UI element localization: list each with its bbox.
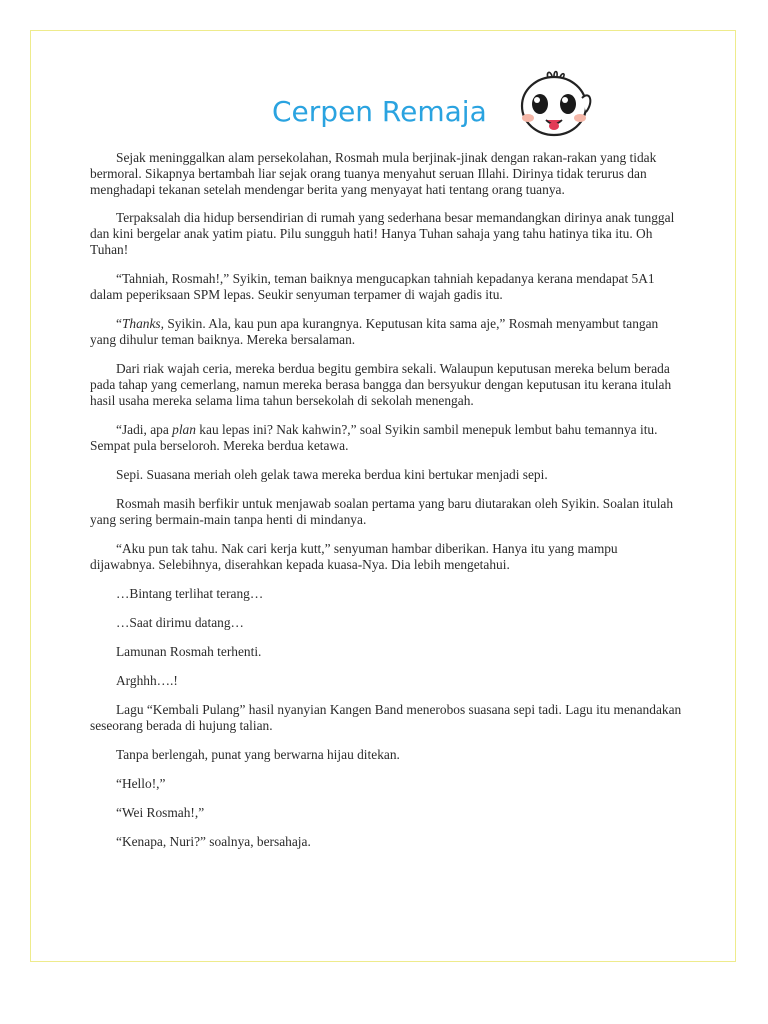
paragraph: Sepi. Suasana meriah oleh gelak tawa mereka berdua kini bertukar menjadi sepi.	[116, 467, 548, 482]
paragraph	[90, 422, 682, 454]
paragraph: Arghhh….!	[116, 673, 178, 688]
paragraph: “Kenapa, Nuri?” soalnya, bersahaja.	[116, 834, 311, 849]
paragraph: Terpaksalah dia hidup bersendirian di rumah yang sederhana besar memandangkan dirinya anak tunggal dan kini bergelar anak yatim piatu. Pilu sungguh hati! Hanya Tuhan sahaja yang tahu hatinya tika itu. Oh Tuhan!	[90, 210, 675, 257]
paragraph-text: kau lepas ini? Nak kahwin?,” soal Syikin sambil menepuk lembut bahu temannya itu. Sempat pula berseloroh. Mereka berdua ketawa.	[90, 422, 658, 453]
paragraph-prefix: “	[116, 316, 122, 331]
italic-word: Thanks,	[121, 316, 164, 331]
paragraph: …Saat dirimu datang…	[116, 615, 244, 630]
italic-word: plan	[172, 422, 196, 437]
paragraph: Rosmah masih berfikir untuk menjawab soalan pertama yang baru diutarakan oleh Syikin. Soalan itulah yang sering bermain-main tanpa henti di mindanya.	[90, 496, 674, 527]
title-row	[0, 68, 768, 158]
paragraph: “Aku pun tak tahu. Nak cari kerja kutt,” senyuman hambar diberikan. Hanya itu yang mampu dijawabnya. Selebihnya, diserahkan kepada kuasa-Nya. Dia lebih mengetahui.	[90, 541, 618, 572]
paragraph: “Wei Rosmah!,”	[116, 805, 205, 820]
paragraph-prefix: “Jadi, apa	[116, 422, 173, 437]
paragraph: “Hello!,”	[116, 776, 166, 791]
paragraph: Dari riak wajah ceria, mereka berdua begitu gembira sekali. Walaupun keputusan mereka belum berada pada tahap yang cemerlang, namun mereka berasa bangga dan bersyukur dengan keputusan itu kerana itulah hasil usaha mereka selama lima tahun bersekolah di sekolah menengah.	[90, 361, 672, 408]
paragraph: Tanpa berlengah, punat yang berwarna hijau ditekan.	[116, 747, 400, 762]
paragraph: Sejak meninggalkan alam persekolahan, Rosmah mula berjinak-jinak dengan rakan-rakan yang tidak bermoral. Sikapnya bertambah liar sejak orang tuanya menyahut seruan Illahi. Dirinya tidak terurus dan menghadapi tekanan setelah mendengar berita yang menyayat hati tentang orang tuanya.	[90, 150, 657, 197]
smiling-face-mascot-icon	[512, 68, 596, 140]
paragraph	[90, 316, 682, 348]
story-body	[90, 150, 682, 863]
paragraph-text: Syikin. Ala, kau pun apa kurangnya. Keputusan kita sama aje,” Rosmah menyambut tangan yang dihulur teman baiknya. Mereka bersalaman.	[90, 316, 659, 347]
paragraph: Lagu “Kembali Pulang” hasil nyanyian Kangen Band menerobos suasana sepi tadi. Lagu itu menandakan seseorang berada di hujung talian.	[90, 702, 682, 733]
paragraph: “Tahniah, Rosmah!,” Syikin, teman baiknya mengucapkan tahniah kepadanya kerana mendapat 5A1 dalam peperiksaan SPM lepas. Seukir senyuman terpamer di wajah gadis itu.	[90, 271, 655, 302]
paragraph: Lamunan Rosmah terhenti.	[116, 644, 262, 659]
page-title: Cerpen Remaja	[272, 95, 487, 128]
paragraph: …Bintang terlihat terang…	[116, 586, 264, 601]
